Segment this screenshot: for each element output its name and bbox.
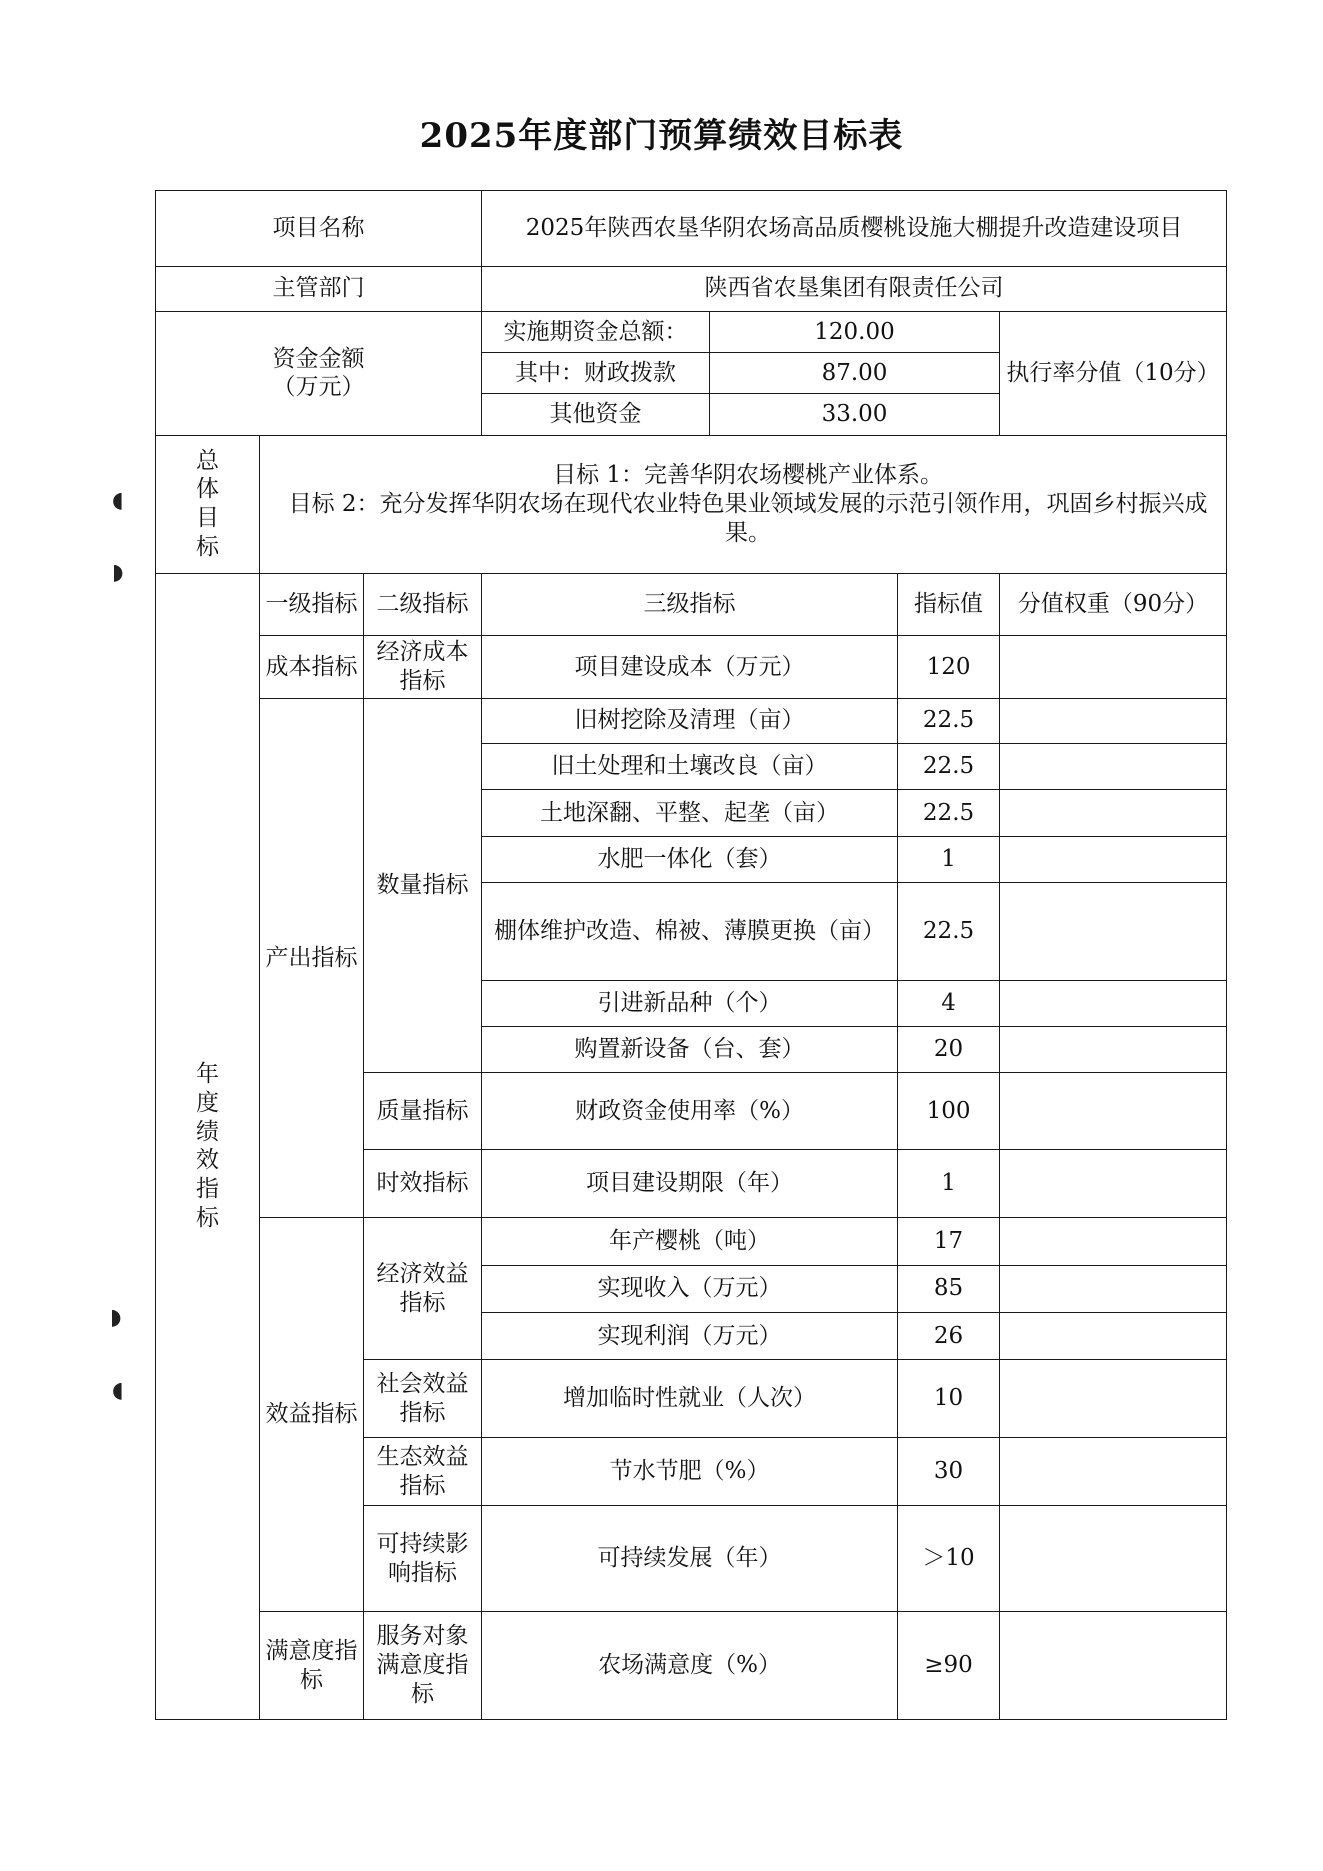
section-char: 绩 — [196, 1118, 219, 1145]
indicator-value: 22.5 — [898, 790, 1000, 836]
indicator-name: 节水节肥（%） — [482, 1437, 898, 1505]
indicator-value: 1 — [898, 1149, 1000, 1217]
goals-label-char: 标 — [196, 533, 219, 560]
indicator-value: 100 — [898, 1073, 1000, 1150]
weight-cell — [1000, 1312, 1227, 1359]
section-char: 指 — [196, 1176, 219, 1203]
goals-row — [156, 435, 1227, 573]
economic-label: 经济效益指标 — [364, 1218, 482, 1360]
indicator-value: 1 — [898, 836, 1000, 882]
indicator-name: 购置新设备（台、套） — [482, 1026, 898, 1072]
cost-level1: 成本指标 — [260, 636, 364, 698]
goals-text — [260, 435, 1227, 573]
section-char: 年 — [196, 1061, 219, 1088]
indicator-value: 20 — [898, 1026, 1000, 1072]
weight-cell — [1000, 1612, 1227, 1720]
indicator-value: ≥90 — [898, 1612, 1000, 1720]
indicator-value: 26 — [898, 1312, 1000, 1359]
indicator-header-row — [156, 573, 1227, 635]
cost-level2: 经济成本指标 — [364, 636, 482, 698]
department-label: 主管部门 — [156, 266, 482, 311]
weight-cell — [1000, 790, 1227, 836]
section-char: 效 — [196, 1147, 219, 1174]
indicator-name: 引进新品种（个） — [482, 980, 898, 1026]
sustainable-label: 可持续影响指标 — [364, 1506, 482, 1612]
weight-cell — [1000, 743, 1227, 789]
indicator-name: 土地深翻、平整、起垄（亩） — [482, 790, 898, 836]
indicator-name: 年产樱桃（吨） — [482, 1218, 898, 1265]
department-row — [156, 266, 1227, 311]
header-value: 指标值 — [898, 573, 1000, 635]
indicator-row — [156, 1612, 1227, 1720]
funds-label-line2: （万元） — [272, 374, 365, 401]
benefit-level1: 效益指标 — [260, 1218, 364, 1612]
project-value: 2025年陕西农垦华阴农场高品质樱桃设施大棚提升改造建设项目 — [482, 191, 1227, 267]
indicator-name: 项目建设期限（年） — [482, 1149, 898, 1217]
weight-cell — [1000, 1265, 1227, 1312]
header-level2: 二级指标 — [364, 573, 482, 635]
indicator-name: 项目建设成本（万元） — [482, 636, 898, 698]
goals-label-char: 目 — [196, 505, 219, 532]
indicator-value: 17 — [898, 1218, 1000, 1265]
weight-cell — [1000, 1360, 1227, 1438]
margin-mark: ◗ — [112, 560, 124, 585]
indicator-name: 实现利润（万元） — [482, 1312, 898, 1359]
indicator-value: 22.5 — [898, 882, 1000, 980]
timeliness-label: 时效指标 — [364, 1149, 482, 1217]
social-label: 社会效益指标 — [364, 1360, 482, 1438]
indicator-row — [156, 636, 1227, 698]
performance-target-table — [155, 190, 1227, 1720]
weight-cell — [1000, 1218, 1227, 1265]
weight-cell — [1000, 1026, 1227, 1072]
weight-cell — [1000, 1437, 1227, 1505]
indicator-value: 22.5 — [898, 743, 1000, 789]
goals-label-char: 总 — [196, 447, 219, 474]
weight-cell — [1000, 698, 1227, 743]
section-char: 度 — [196, 1089, 219, 1116]
funds-total-row — [156, 311, 1227, 352]
weight-cell — [1000, 836, 1227, 882]
funds-other-value: 33.00 — [710, 394, 1000, 435]
weight-cell — [1000, 882, 1227, 980]
section-char: 标 — [196, 1204, 219, 1231]
goal-1: 目标 1：完善华阴农场樱桃产业体系。 — [553, 462, 944, 489]
project-row — [156, 191, 1227, 267]
indicator-name: 棚体维护改造、棉被、薄膜更换（亩） — [482, 882, 898, 980]
quantity-label: 数量指标 — [364, 698, 482, 1073]
indicator-value: 85 — [898, 1265, 1000, 1312]
indicator-name: 可持续发展（年） — [482, 1506, 898, 1612]
goal-2: 目标 2：充分发挥华阴农场在现代农业特色果业领域发展的示范引领作用，巩固乡村振兴成果。 — [288, 490, 1208, 546]
indicator-name: 旧树挖除及清理（亩） — [482, 698, 898, 743]
weight-cell — [1000, 636, 1227, 698]
indicator-value: 4 — [898, 980, 1000, 1026]
department-value: 陕西省农垦集团有限责任公司 — [482, 266, 1227, 311]
project-label: 项目名称 — [156, 191, 482, 267]
satisfaction-level1: 满意度指标 — [260, 1612, 364, 1720]
funds-fiscal-value: 87.00 — [710, 353, 1000, 394]
indicator-name: 实现收入（万元） — [482, 1265, 898, 1312]
page-title: 2025年度部门预算绩效目标表 — [419, 116, 904, 156]
weight-cell — [1000, 1506, 1227, 1612]
weight-cell — [1000, 980, 1227, 1026]
indicator-name: 旧土处理和土壤改良（亩） — [482, 743, 898, 789]
indicator-value: ＞10 — [898, 1506, 1000, 1612]
margin-mark: ◗ — [110, 1305, 122, 1330]
execution-rate-label: 执行率分值（10分） — [1000, 311, 1227, 435]
output-level1: 产出指标 — [260, 698, 364, 1218]
funds-total-label: 实施期资金总额： — [482, 311, 710, 352]
indicator-value: 10 — [898, 1360, 1000, 1438]
annual-indicators-label — [156, 573, 260, 1719]
indicator-row — [156, 1218, 1227, 1265]
indicator-value: 30 — [898, 1437, 1000, 1505]
indicator-name: 财政资金使用率（%） — [482, 1073, 898, 1150]
funds-total-value: 120.00 — [710, 311, 1000, 352]
satisfaction-label: 服务对象满意度指标 — [364, 1612, 482, 1720]
goals-label — [156, 435, 260, 573]
goals-label-char: 体 — [196, 476, 219, 503]
header-level3: 三级指标 — [482, 573, 898, 635]
ecological-label: 生态效益指标 — [364, 1437, 482, 1505]
header-level1: 一级指标 — [260, 573, 364, 635]
funds-other-label: 其他资金 — [482, 394, 710, 435]
funds-fiscal-label: 其中：财政拨款 — [482, 353, 710, 394]
funds-label-line1: 资金金额 — [272, 345, 365, 372]
weight-cell — [1000, 1073, 1227, 1150]
indicator-name: 农场满意度（%） — [482, 1612, 898, 1720]
header-weight: 分值权重（90分） — [1000, 573, 1227, 635]
margin-mark: ◖ — [112, 1378, 124, 1403]
margin-mark: ◖ — [112, 488, 124, 513]
indicator-name: 增加临时性就业（人次） — [482, 1360, 898, 1438]
indicator-value: 120 — [898, 636, 1000, 698]
funds-label — [156, 311, 482, 435]
indicator-value: 22.5 — [898, 698, 1000, 743]
indicator-row — [156, 698, 1227, 743]
indicator-name: 水肥一体化（套） — [482, 836, 898, 882]
weight-cell — [1000, 1149, 1227, 1217]
quality-label: 质量指标 — [364, 1073, 482, 1150]
